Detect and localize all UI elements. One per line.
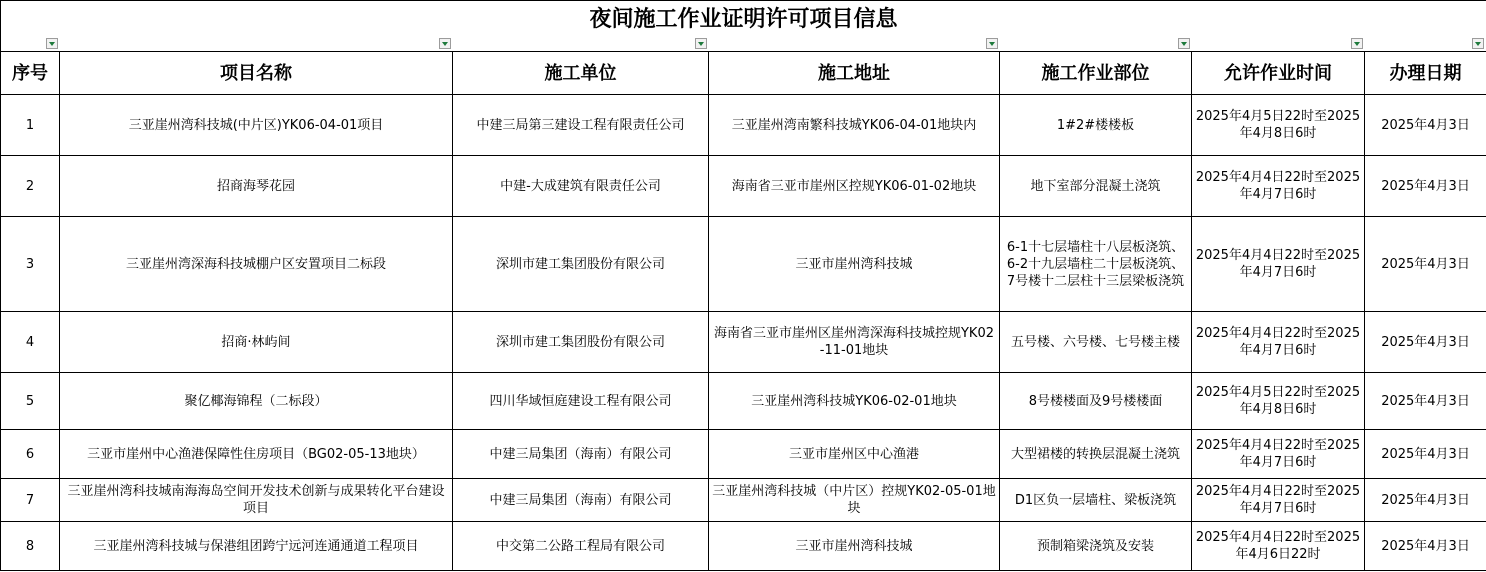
header-row — [1, 52, 1486, 95]
header-date: 办理日期 — [1365, 52, 1486, 95]
filter-cell — [709, 38, 1000, 52]
filter-dropdown-icon[interactable] — [46, 38, 58, 49]
cell-project-name: 三亚崖州湾科技城(中片区)YK06-04-01项目 — [60, 95, 453, 156]
filter-dropdown-icon[interactable] — [1178, 38, 1190, 49]
cell-address: 三亚崖州湾科技城YK06-02-01地块 — [709, 373, 1000, 430]
cell-address: 三亚市崖州湾科技城 — [709, 217, 1000, 312]
filter-cell — [1192, 38, 1365, 52]
header-construction-unit: 施工单位 — [453, 52, 709, 95]
cell-construction-unit: 深圳市建工集团股份有限公司 — [453, 312, 709, 373]
cell-no: 8 — [1, 522, 60, 571]
cell-project-name: 三亚市崖州中心渔港保障性住房项目（BG02-05-13地块） — [60, 430, 453, 479]
sheet-title: 夜间施工作业证明许可项目信息 — [1, 1, 1486, 39]
cell-address: 三亚市崖州区中心渔港 — [709, 430, 1000, 479]
filter-dropdown-icon[interactable] — [1472, 38, 1484, 49]
header-project-name: 项目名称 — [60, 52, 453, 95]
cell-no: 2 — [1, 156, 60, 217]
cell-date: 2025年4月3日 — [1365, 312, 1486, 373]
filter-cell — [60, 38, 453, 52]
cell-allowed-time: 2025年4月4日22时至2025年4月6日22时 — [1192, 522, 1365, 571]
cell-project-name: 三亚崖州湾深海科技城棚户区安置项目二标段 — [60, 217, 453, 312]
cell-construction-unit: 中建-大成建筑有限责任公司 — [453, 156, 709, 217]
cell-address: 三亚崖州湾南繁科技城YK06-04-01地块内 — [709, 95, 1000, 156]
table-row — [1, 156, 1486, 217]
table-row — [1, 479, 1486, 522]
filter-dropdown-icon[interactable] — [986, 38, 998, 49]
cell-allowed-time: 2025年4月4日22时至2025年4月7日6时 — [1192, 217, 1365, 312]
cell-construction-unit: 中建三局第三建设工程有限责任公司 — [453, 95, 709, 156]
cell-address: 三亚崖州湾科技城（中片区）控规YK02-05-01地块 — [709, 479, 1000, 522]
cell-work-part: 大型裙楼的转换层混凝土浇筑 — [1000, 430, 1192, 479]
cell-project-name: 三亚崖州湾科技城南海海岛空间开发技术创新与成果转化平台建设项目 — [60, 479, 453, 522]
cell-project-name: 聚亿椰海锦程（二标段） — [60, 373, 453, 430]
cell-date: 2025年4月3日 — [1365, 522, 1486, 571]
filter-dropdown-icon[interactable] — [695, 38, 707, 49]
cell-address: 三亚市崖州湾科技城 — [709, 522, 1000, 571]
filter-dropdown-icon[interactable] — [1351, 38, 1363, 49]
table-row — [1, 373, 1486, 430]
cell-allowed-time: 2025年4月4日22时至2025年4月7日6时 — [1192, 156, 1365, 217]
cell-allowed-time: 2025年4月4日22时至2025年4月7日6时 — [1192, 479, 1365, 522]
table-row — [1, 95, 1486, 156]
table-row — [1, 522, 1486, 571]
table-row — [1, 217, 1486, 312]
cell-date: 2025年4月3日 — [1365, 373, 1486, 430]
cell-allowed-time: 2025年4月4日22时至2025年4月7日6时 — [1192, 430, 1365, 479]
cell-construction-unit: 中建三局集团（海南）有限公司 — [453, 430, 709, 479]
cell-allowed-time: 2025年4月5日22时至2025年4月8日6时 — [1192, 95, 1365, 156]
filter-cell — [1, 38, 60, 52]
cell-work-part: 预制箱梁浇筑及安装 — [1000, 522, 1192, 571]
cell-construction-unit: 深圳市建工集团股份有限公司 — [453, 217, 709, 312]
cell-work-part: 1#2#楼楼板 — [1000, 95, 1192, 156]
cell-work-part: 8号楼楼面及9号楼楼面 — [1000, 373, 1192, 430]
cell-no: 1 — [1, 95, 60, 156]
cell-date: 2025年4月3日 — [1365, 479, 1486, 522]
cell-project-name: 三亚崖州湾科技城与保港组团跨宁远河连通通道工程项目 — [60, 522, 453, 571]
cell-work-part: D1区负一层墙柱、梁板浇筑 — [1000, 479, 1192, 522]
cell-project-name: 招商海琴花园 — [60, 156, 453, 217]
cell-date: 2025年4月3日 — [1365, 217, 1486, 312]
header-allowed-time: 允许作业时间 — [1192, 52, 1365, 95]
filter-cell — [453, 38, 709, 52]
header-work-part: 施工作业部位 — [1000, 52, 1192, 95]
cell-no: 3 — [1, 217, 60, 312]
cell-construction-unit: 中交第二公路工程局有限公司 — [453, 522, 709, 571]
cell-work-part: 地下室部分混凝土浇筑 — [1000, 156, 1192, 217]
cell-no: 6 — [1, 430, 60, 479]
filter-cell — [1000, 38, 1192, 52]
header-no: 序号 — [1, 52, 60, 95]
cell-allowed-time: 2025年4月4日22时至2025年4月7日6时 — [1192, 312, 1365, 373]
cell-construction-unit: 中建三局集团（海南）有限公司 — [453, 479, 709, 522]
table-row — [1, 430, 1486, 479]
filter-dropdown-icon[interactable] — [439, 38, 451, 49]
cell-project-name: 招商·林屿间 — [60, 312, 453, 373]
cell-address: 海南省三亚市崖州区崖州湾深海科技城控规YK02-11-01地块 — [709, 312, 1000, 373]
cell-no: 5 — [1, 373, 60, 430]
cell-date: 2025年4月3日 — [1365, 156, 1486, 217]
cell-no: 4 — [1, 312, 60, 373]
cell-date: 2025年4月3日 — [1365, 95, 1486, 156]
cell-construction-unit: 四川华域恒庭建设工程有限公司 — [453, 373, 709, 430]
cell-work-part: 五号楼、六号楼、七号楼主楼 — [1000, 312, 1192, 373]
table-row — [1, 312, 1486, 373]
cell-work-part: 6-1十七层墙柱十八层板浇筑、6-2十九层墙柱二十层板浇筑、7号楼十二层柱十三层梁板浇筑 — [1000, 217, 1192, 312]
header-address: 施工地址 — [709, 52, 1000, 95]
filter-cell — [1365, 38, 1486, 52]
cell-no: 7 — [1, 479, 60, 522]
cell-allowed-time: 2025年4月5日22时至2025年4月8日6时 — [1192, 373, 1365, 430]
cell-date: 2025年4月3日 — [1365, 430, 1486, 479]
cell-address: 海南省三亚市崖州区控规YK06-01-02地块 — [709, 156, 1000, 217]
